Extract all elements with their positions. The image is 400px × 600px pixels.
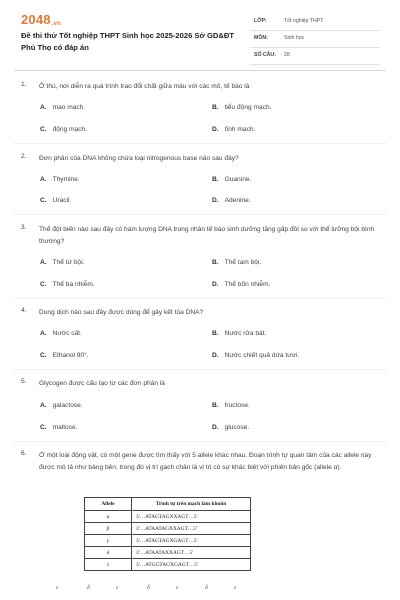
option-d[interactable]: D. Thể bốn nhiễm. xyxy=(212,281,271,288)
question-text: Ở thú, nơi diễn ra quá trình trao đổi chất giữa máu với các mô, tế bào là xyxy=(39,83,250,90)
footer-symbol: ε xyxy=(56,585,59,591)
option-b[interactable]: B. tiểu động mạch. xyxy=(212,104,272,111)
option-a[interactable]: A. galactose. xyxy=(40,402,83,409)
question-text: Ở một loài động vật, có một gene được tìm thấy với 5 allele khác nhau. Đoạn trình tự quan tâm của các allele này được mô tả như bảng bên, trong đó vị trí gạch chân là vị trí có sự khác biệt với phiên bản gốc (allele α). xyxy=(39,452,372,471)
site-logo[interactable]: 2048.vn xyxy=(21,12,62,27)
option-d[interactable]: D. Adenine. xyxy=(212,197,251,204)
meta-row-count xyxy=(250,48,380,65)
meta-row-class xyxy=(250,14,380,31)
option-c[interactable]: C. Ethanol 90°. xyxy=(40,352,89,359)
table-row xyxy=(85,511,251,523)
table-row xyxy=(85,559,251,571)
meta-value: Tốt nghiệp THPT xyxy=(284,18,324,24)
document-header xyxy=(0,0,400,66)
footer-symbol: δ xyxy=(205,585,208,591)
question-number: 1. xyxy=(21,81,27,88)
meta-key: SỐ CÂU: xyxy=(254,52,276,58)
meta-row-subject xyxy=(250,31,380,48)
table-row xyxy=(85,523,251,535)
table-row xyxy=(85,535,251,547)
table-row xyxy=(85,547,251,559)
sequence-cell: 3'…ATAGTAGXXAGT…5' xyxy=(132,511,251,523)
allele-cell: β xyxy=(85,523,132,535)
option-d[interactable]: D. glucose. xyxy=(212,424,250,431)
allele-cell: α xyxy=(85,511,132,523)
sequence-cell: 3'…ATAGTAGXGAGT…5' xyxy=(132,535,251,547)
question-number: 3. xyxy=(21,224,27,231)
table-header-row xyxy=(85,498,251,511)
table-header-allele: Allele xyxy=(85,498,132,511)
sequence-cell: 3'…ATGGTAGXGAGT…5' xyxy=(132,559,251,571)
question-text: Thể đột biến nào sau đây có hàm lượng DNA trong nhân tế bào sinh dưỡng tăng gấp đôi so với thể lưỡng bội bình thường? xyxy=(39,226,375,245)
document-title: Đề thi thử Tốt nghiệp THPT Sinh học 2025-2026 Sở GD&ĐT Phú Thọ có đáp án xyxy=(21,31,234,52)
allele-cell: γ xyxy=(85,535,132,547)
footer-symbol: ε xyxy=(176,585,179,591)
option-b[interactable]: B. fructose. xyxy=(212,402,250,409)
meta-value: Sinh học xyxy=(284,35,305,41)
table-header-sequence: Trình tự trên mạch làm khuôn xyxy=(132,498,251,511)
meta-value: 28 xyxy=(284,52,290,58)
footer-symbol: δ xyxy=(147,585,150,591)
sequence-cell: 3'…ATAATAXXAGT…5' xyxy=(132,547,251,559)
exam-meta xyxy=(250,14,380,65)
option-a[interactable]: A. mao mạch. xyxy=(40,104,86,111)
allele-table xyxy=(84,497,251,571)
question-divider xyxy=(14,214,386,215)
question-text: Dung dịch nào sau đây được dùng để gây kết tủa DNA? xyxy=(39,309,204,316)
footer-symbol: ε xyxy=(234,585,237,591)
option-a[interactable]: A. Thể tứ bội. xyxy=(40,259,85,266)
option-b[interactable]: B. Guanine. xyxy=(212,176,252,183)
option-d[interactable]: D. Nước chiết quả dứa tươi. xyxy=(212,352,300,359)
question-number: 2. xyxy=(21,153,27,160)
option-c[interactable]: C. Thể ba nhiễm. xyxy=(40,281,95,288)
option-c[interactable]: C. Uracil. xyxy=(40,197,72,204)
allele-cell: δ xyxy=(85,547,132,559)
meta-key: LỚP: xyxy=(254,18,267,24)
option-b[interactable]: B. Nước rửa bát. xyxy=(212,330,267,337)
option-b[interactable]: B. Thể tam bội. xyxy=(212,259,262,266)
option-a[interactable]: A. Thymine. xyxy=(40,176,80,183)
header-divider xyxy=(14,70,386,71)
question-number: 4. xyxy=(21,307,27,314)
option-d[interactable]: D. tĩnh mạch. xyxy=(212,126,256,133)
meta-key: MÔN: xyxy=(254,35,268,41)
option-a[interactable]: A. Nước cất. xyxy=(40,330,82,337)
footer-symbol: δ xyxy=(87,585,90,591)
question-number: 6. xyxy=(21,450,27,457)
question-divider xyxy=(14,369,386,370)
question-number: 5. xyxy=(21,378,27,385)
option-c[interactable]: C. động mạch. xyxy=(40,126,88,133)
option-c[interactable]: C. maltose. xyxy=(40,424,78,431)
sequence-cell: 3'…ATAATAGXXAGT…5' xyxy=(132,523,251,535)
question-divider xyxy=(14,143,386,144)
question-divider xyxy=(14,298,386,299)
allele-cell: ε xyxy=(85,559,132,571)
question-divider xyxy=(14,441,386,442)
question-text: Glycogen được cấu tạo từ các đơn phân là xyxy=(39,380,165,387)
question-text: Đơn phân của DNA không chứa loại nitrogenous base nào sau đây? xyxy=(39,155,239,162)
footer-symbol: ε xyxy=(116,585,119,591)
